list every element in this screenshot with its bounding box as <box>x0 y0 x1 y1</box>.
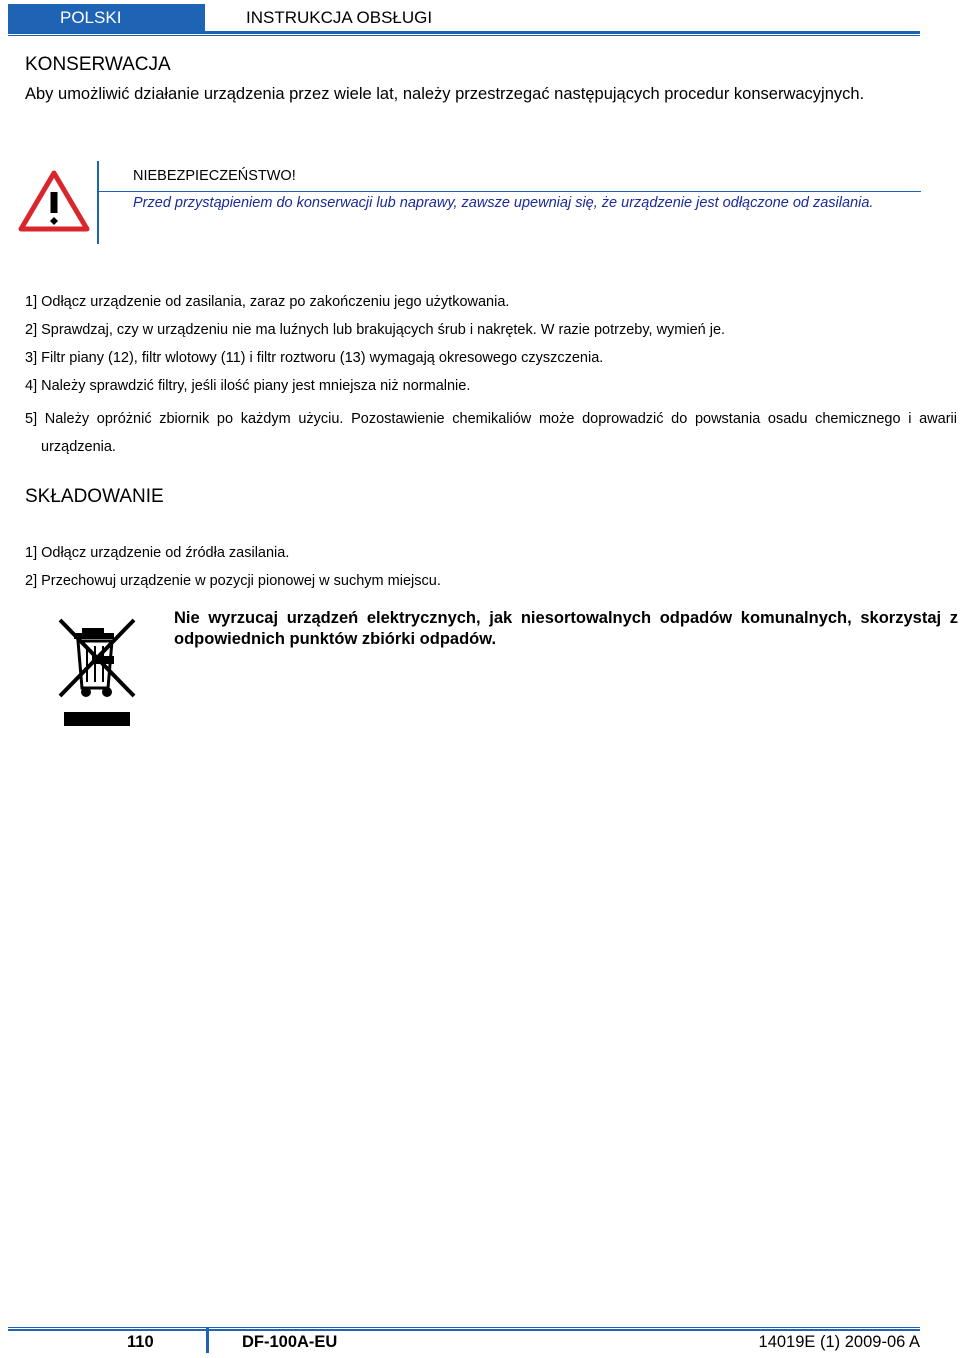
model-name: DF-100A-EU <box>242 1333 338 1351</box>
maintenance-step-1: 1] Odłącz urządzenie od zasilania, zaraz po zakończeniu jego użytkowania. <box>25 294 510 310</box>
storage-heading: SKŁADOWANIE <box>25 486 164 507</box>
warning-bar <box>97 161 99 244</box>
maintenance-step-5: 5] Należy opróżnić zbiornik po każdym użyciu. Pozostawienie chemikaliów może doprowadzić do powstania osadu chemicznego i awarii urządzenia. <box>25 411 957 455</box>
warning-divider <box>99 191 921 192</box>
footer-divider <box>8 1327 920 1328</box>
document-reference: 14019E (1) 2009-06 A <box>758 1333 920 1351</box>
language-tab: POLSKI <box>8 4 205 32</box>
footer-divider-thick <box>8 1329 920 1331</box>
header-divider <box>8 31 920 34</box>
maintenance-heading: KONSERWACJA <box>25 54 171 75</box>
maintenance-step-4: 4] Należy sprawdzić filtry, jeśli ilość piany jest mniejsza niż normalnie. <box>25 378 471 394</box>
page-number: 110 <box>127 1333 154 1351</box>
warning-title: NIEBEZPIECZEŃSTWO! <box>133 168 296 184</box>
footer-separator <box>206 1327 209 1353</box>
warning-text: Przed przystąpieniem do konserwacji lub naprawy, zawsze upewniaj się, że urządzenie jest odłączone od zasilania. <box>133 195 874 211</box>
storage-step-1: 1] Odłącz urządzenie od źródła zasilania. <box>25 545 290 561</box>
storage-step-2: 2] Przechowuj urządzenie w pozycji pionowej w suchym miejscu. <box>25 573 441 589</box>
disposal-notice: Nie wyrzucaj urządzeń elektrycznych, jak niesortowalnych odpadów komunalnych, skorzystaj z odpowiednich punktów zbiórki odpadów. <box>174 609 958 648</box>
document-title: INSTRUKCJA OBSŁUGI <box>246 8 433 27</box>
maintenance-intro: Aby umożliwić działanie urządzenia przez wiele lat, należy przestrzegać następujących procedur konserwacyjnych. <box>25 85 865 103</box>
maintenance-step-2: 2] Sprawdzaj, czy w urządzeniu nie ma luźnych lub brakujących śrub i nakrętek. W razie potrzeby, wymień je. <box>25 322 726 338</box>
header-divider-thin <box>8 35 920 36</box>
crossed-out-bin-icon <box>52 612 142 732</box>
warning-triangle-icon <box>18 170 90 232</box>
maintenance-step-3: 3] Filtr piany (12), filtr wlotowy (11) i filtr roztworu (13) wymagają okresowego czyszczenia. <box>25 350 604 366</box>
